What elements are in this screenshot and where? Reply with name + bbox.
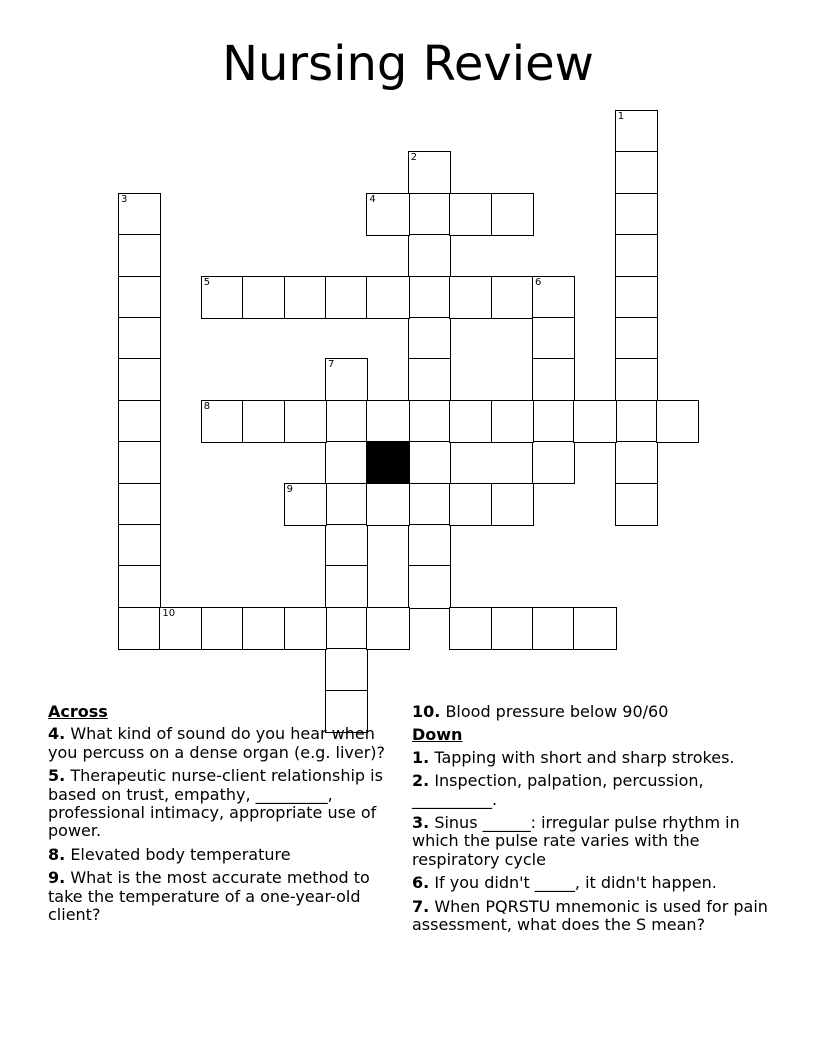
crossword-cell[interactable] — [118, 276, 161, 319]
crossword-cell[interactable] — [408, 358, 451, 401]
crossword-cell[interactable] — [366, 607, 409, 650]
clue-number: 10. — [412, 702, 441, 721]
clue-text: Blood pressure below 90/60 — [445, 702, 669, 721]
cell-number: 4 — [369, 193, 376, 205]
crossword-cell[interactable] — [325, 565, 368, 608]
cell-number: 10 — [162, 607, 176, 619]
crossword-cell[interactable] — [449, 193, 492, 236]
clue-down-3 — [412, 814, 772, 869]
crossword-cell[interactable] — [366, 193, 409, 236]
clue-text: What is the most accurate method to take the temperature of a one-year-old client? — [48, 868, 370, 925]
crossword-cell[interactable] — [325, 276, 368, 319]
clue-number: 1. — [412, 747, 430, 767]
clue-across-4 — [48, 725, 398, 762]
crossword-cell[interactable] — [532, 607, 575, 650]
clue-number: 5. — [48, 766, 66, 786]
crossword-cell[interactable] — [118, 358, 161, 401]
clue-across-9 — [48, 869, 398, 924]
cell-number: 8 — [203, 400, 211, 412]
crossword-cell[interactable] — [408, 193, 451, 236]
crossword-cell[interactable] — [532, 317, 575, 360]
crossword-cell[interactable] — [201, 607, 244, 650]
clues-left-column — [48, 703, 398, 929]
crossword-cell[interactable] — [325, 648, 368, 691]
crossword-cell[interactable] — [491, 400, 534, 443]
clue-number: 7. — [412, 896, 430, 916]
crossword-cell[interactable] — [366, 483, 409, 526]
clue-number: 9. — [48, 868, 66, 888]
cell-number: 1 — [617, 111, 625, 122]
crossword-cell[interactable] — [408, 565, 451, 608]
crossword-cell[interactable] — [449, 276, 492, 319]
crossword-cell[interactable] — [284, 400, 327, 443]
crossword-cell[interactable] — [118, 607, 161, 650]
crossword-cell[interactable] — [325, 400, 368, 443]
clue-number: 2. — [412, 771, 430, 791]
crossword-cell[interactable] — [366, 276, 409, 319]
puzzle-title: Nursing Review — [222, 36, 594, 92]
crossword-cell[interactable] — [615, 317, 658, 360]
crossword-cell[interactable] — [242, 607, 285, 650]
crossword-cell[interactable] — [366, 400, 409, 443]
crossword-cell[interactable] — [118, 234, 161, 277]
clue-across-8 — [48, 846, 398, 864]
clue-text: Inspection, palpation, percussion, __________. — [412, 771, 704, 809]
crossword-cell[interactable] — [118, 400, 161, 443]
clue-down-6 — [412, 874, 772, 892]
cell-number: 7 — [328, 359, 335, 371]
crossword-cell[interactable] — [532, 441, 575, 484]
crossword-cell[interactable] — [325, 483, 368, 526]
crossword-cell[interactable] — [656, 400, 699, 443]
crossword-cell[interactable] — [491, 483, 534, 526]
crossword-cell[interactable] — [284, 483, 327, 526]
crossword-cell[interactable] — [408, 400, 451, 443]
cell-number: 2 — [410, 152, 418, 164]
crossword-cell[interactable] — [408, 151, 451, 194]
crossword-cell[interactable] — [325, 441, 368, 484]
cell-number: 6 — [535, 276, 542, 288]
crossword-cell[interactable] — [615, 234, 658, 277]
crossword-cell[interactable] — [532, 358, 575, 401]
crossword-cell[interactable] — [573, 400, 616, 443]
across-heading: Across — [48, 702, 108, 721]
crossword-cell[interactable] — [284, 607, 327, 650]
crossword-cell[interactable] — [615, 276, 658, 319]
crossword-cell[interactable] — [118, 317, 161, 360]
crossword-cell[interactable] — [325, 524, 368, 567]
cell-number: 3 — [121, 193, 128, 205]
cell-number: 5 — [203, 276, 211, 288]
crossword-cell[interactable] — [408, 234, 451, 277]
crossword-cell[interactable] — [118, 441, 161, 484]
crossword-cell[interactable] — [491, 607, 534, 650]
crossword-cell[interactable] — [118, 524, 161, 567]
clue-number: 3. — [412, 813, 430, 833]
clue-down-2 — [412, 772, 772, 809]
cell-number: 9 — [286, 483, 293, 495]
crossword-cell[interactable] — [615, 441, 658, 484]
clue-number: 6. — [412, 873, 430, 893]
crossword-cell[interactable] — [615, 151, 658, 194]
clue-text: What kind of sound do you hear when you percuss on a dense organ (e.g. liver)? — [48, 724, 386, 762]
crossword-cell[interactable] — [449, 400, 492, 443]
crossword-cell[interactable] — [491, 193, 534, 236]
clue-down-7 — [412, 898, 772, 935]
crossword-cell[interactable] — [615, 358, 658, 401]
clue-text: Sinus ______: irregular pulse rhythm in which the pulse rate varies with the respiratory cycle — [412, 813, 740, 869]
clue-text: Tapping with short and sharp strokes. — [434, 747, 735, 767]
crossword-cell[interactable] — [242, 400, 285, 443]
clue-text: If you didn't _____, it didn't happen. — [434, 873, 717, 893]
black-square — [366, 441, 409, 484]
crossword-cell[interactable] — [615, 193, 658, 236]
crossword-cell[interactable] — [573, 607, 616, 650]
crossword-cell[interactable] — [201, 400, 244, 443]
crossword-cell[interactable] — [408, 483, 451, 526]
crossword-cell[interactable] — [615, 483, 658, 526]
crossword-cell[interactable] — [408, 441, 451, 484]
crossword-cell[interactable] — [615, 110, 658, 153]
down-heading: Down — [412, 725, 463, 745]
clue-down-1 — [412, 749, 772, 767]
clue-text: When PQRSTU mnemonic is used for pain assessment, what does the S mean? — [412, 896, 768, 935]
crossword-cell[interactable] — [118, 483, 161, 526]
clue-across-10 — [412, 703, 772, 721]
crossword-cell[interactable] — [449, 607, 492, 650]
clues-right-column — [412, 703, 772, 939]
crossword-cell[interactable] — [615, 400, 658, 443]
crossword-cell[interactable] — [284, 276, 327, 319]
crossword-cell[interactable] — [408, 317, 451, 360]
crossword-cell[interactable] — [408, 524, 451, 567]
clue-text: Elevated body temperature — [70, 844, 291, 864]
crossword-cell[interactable] — [201, 276, 244, 319]
crossword-cell[interactable] — [449, 483, 492, 526]
crossword-cell[interactable] — [491, 276, 534, 319]
crossword-cell[interactable] — [325, 358, 368, 401]
crossword-cell[interactable] — [242, 276, 285, 319]
crossword-cell[interactable] — [118, 193, 161, 236]
clue-text: Therapeutic nurse-client relationship is based on trust, empathy, _________, professional intimacy, appropriate use of power. — [48, 766, 383, 841]
clue-number: 8. — [48, 844, 66, 864]
crossword-cell[interactable] — [408, 276, 451, 319]
crossword-cell[interactable] — [532, 276, 575, 319]
crossword-cell[interactable] — [532, 400, 575, 443]
clue-number: 4. — [48, 724, 66, 744]
crossword-cell[interactable] — [325, 607, 368, 650]
clue-across-5 — [48, 767, 398, 841]
crossword-cell[interactable] — [159, 607, 202, 650]
crossword-cell[interactable] — [118, 565, 161, 608]
